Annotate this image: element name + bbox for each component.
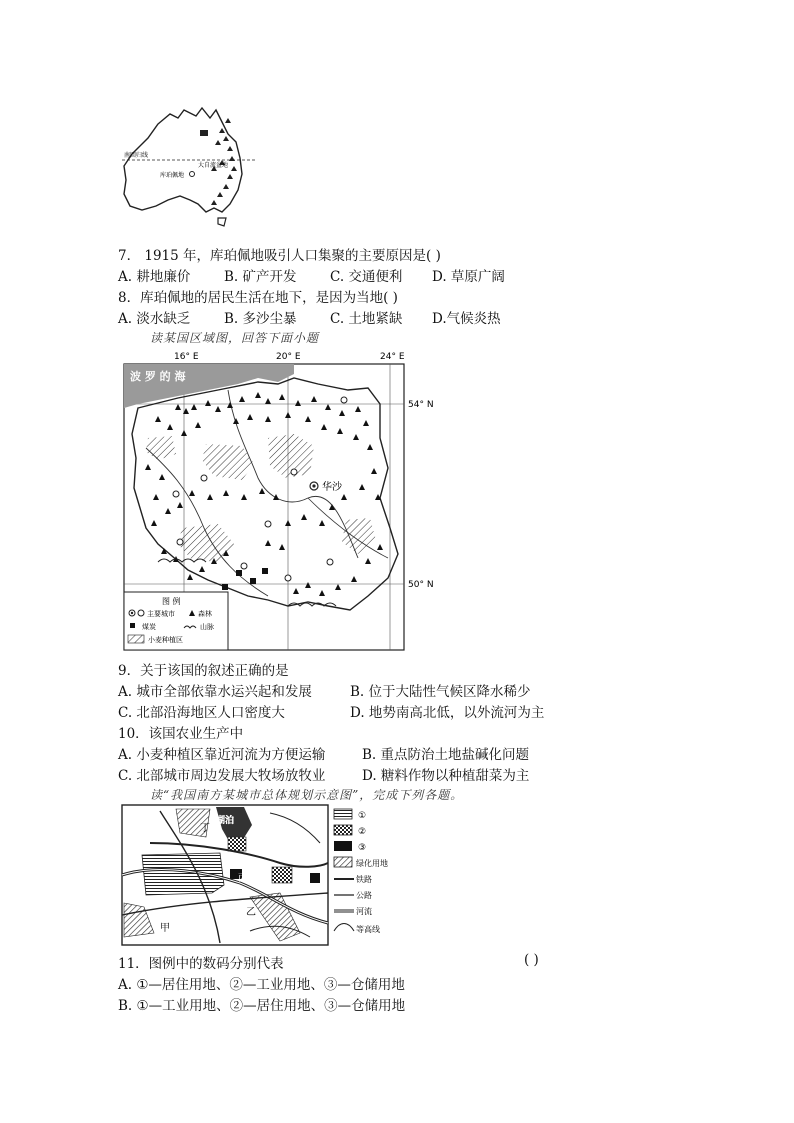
legend-title: 图 例 xyxy=(162,597,181,606)
question-10-stem: 10．该国农业生产中 xyxy=(118,726,244,742)
tropic-label: 南回归线 xyxy=(124,152,149,159)
q10-option-c[interactable]: C. 北部城市周边发展大牧场放牧业 xyxy=(118,768,326,784)
sea-label: 波 罗 的 海 xyxy=(130,370,186,383)
city-plan-map xyxy=(120,803,420,949)
town-marker xyxy=(190,172,195,177)
q9-option-d[interactable]: D. 地势南高北低，以外流河为主 xyxy=(350,705,545,721)
q9-option-b[interactable]: B. 位于大陆性气候区降水稀少 xyxy=(350,684,531,700)
poland-map xyxy=(118,348,434,653)
q8-option-b[interactable]: B. 多沙尘暴 xyxy=(224,311,297,327)
zone-3 xyxy=(310,873,320,883)
legend-forest: 森林 xyxy=(198,610,212,618)
capital-label: 华沙 xyxy=(322,482,342,493)
lat-50n: 50° N xyxy=(408,580,434,590)
legend-2: ② xyxy=(358,827,367,837)
legend-mountain: 山脉 xyxy=(200,623,214,631)
q8-option-a[interactable]: A. 淡水缺乏 xyxy=(118,311,191,327)
legend-coal: 煤炭 xyxy=(142,623,156,631)
q11-option-a[interactable]: A. ①—居住用地、②—工业用地、③—仓储用地 xyxy=(118,977,405,993)
legend-1: ① xyxy=(358,811,367,821)
q7-option-c[interactable]: C. 交通便利 xyxy=(330,269,403,285)
q9-option-c[interactable]: C. 北部沿海地区人口密度大 xyxy=(118,705,285,721)
lon-24e: 24° E xyxy=(380,352,405,362)
legend-wheat: 小麦种植区 xyxy=(148,636,183,644)
q10-option-a[interactable]: A. 小麦种植区靠近河流为方便运输 xyxy=(118,747,326,763)
label-ding: 丁 xyxy=(200,823,210,834)
label-jia: 甲 xyxy=(160,923,170,934)
question-11-stem: 11．图例中的数码分别代表 xyxy=(118,956,284,972)
q7-option-a[interactable]: A. 耕地廉价 xyxy=(118,269,191,285)
legend-river: 河流 xyxy=(356,907,372,916)
legend-green: 绿化用地 xyxy=(356,859,388,868)
q7-option-d[interactable]: D. 草原广阔 xyxy=(432,269,505,285)
legend-city: 主要城市 xyxy=(147,610,175,618)
lon-20e: 20° E xyxy=(276,352,301,362)
legend-road: 公路 xyxy=(356,891,372,900)
q7-option-b[interactable]: B. 矿产开发 xyxy=(224,269,297,285)
lake-label: 湖泊 xyxy=(216,816,235,826)
question-8-stem: 8．库珀佩地的居民生活在地下，是因为当地( ) xyxy=(118,290,398,306)
q10-option-d[interactable]: D. 糖料作物以种植甜菜为主 xyxy=(362,768,530,784)
town-label: 库珀佩地 xyxy=(160,172,185,179)
poland-map-caption: 读某国区域图，回答下面小题 xyxy=(150,331,320,345)
q10-option-b[interactable]: B. 重点防治土地盐碱化问题 xyxy=(362,747,530,763)
label-yi: 乙 xyxy=(246,907,256,918)
lon-16e: 16° E xyxy=(174,352,199,362)
answer-bracket[interactable]: ( ) xyxy=(524,952,539,968)
label-bing: 丙 xyxy=(238,873,248,884)
q9-option-a[interactable]: A. 城市全部依靠水运兴起和发展 xyxy=(118,684,312,700)
zone-2 xyxy=(228,837,246,851)
question-7-stem: 7． 1915 年，库珀佩地吸引人口集聚的主要原因是( ) xyxy=(118,248,441,264)
q8-option-c[interactable]: C. 土地紧缺 xyxy=(330,311,403,327)
legend-railway: 铁路 xyxy=(356,875,372,884)
australia-map xyxy=(118,100,258,230)
lat-54n: 54° N xyxy=(408,400,434,410)
legend-3: ③ xyxy=(358,843,367,853)
zone-2 xyxy=(272,867,292,883)
city-plan-caption: 读“我国南方某城市总体规划示意图”，完成下列各题。 xyxy=(150,788,464,802)
legend-contour: 等高线 xyxy=(356,925,380,934)
question-9-stem: 9．关于该国的叙述正确的是 xyxy=(118,663,289,679)
q8-option-d[interactable]: D.气候炎热 xyxy=(432,311,501,327)
basin-label: 大自流盆地 xyxy=(198,162,229,169)
tasmania xyxy=(218,218,226,226)
q11-option-b[interactable]: B. ①—工业用地、②—居住用地、③—仓储用地 xyxy=(118,998,406,1014)
